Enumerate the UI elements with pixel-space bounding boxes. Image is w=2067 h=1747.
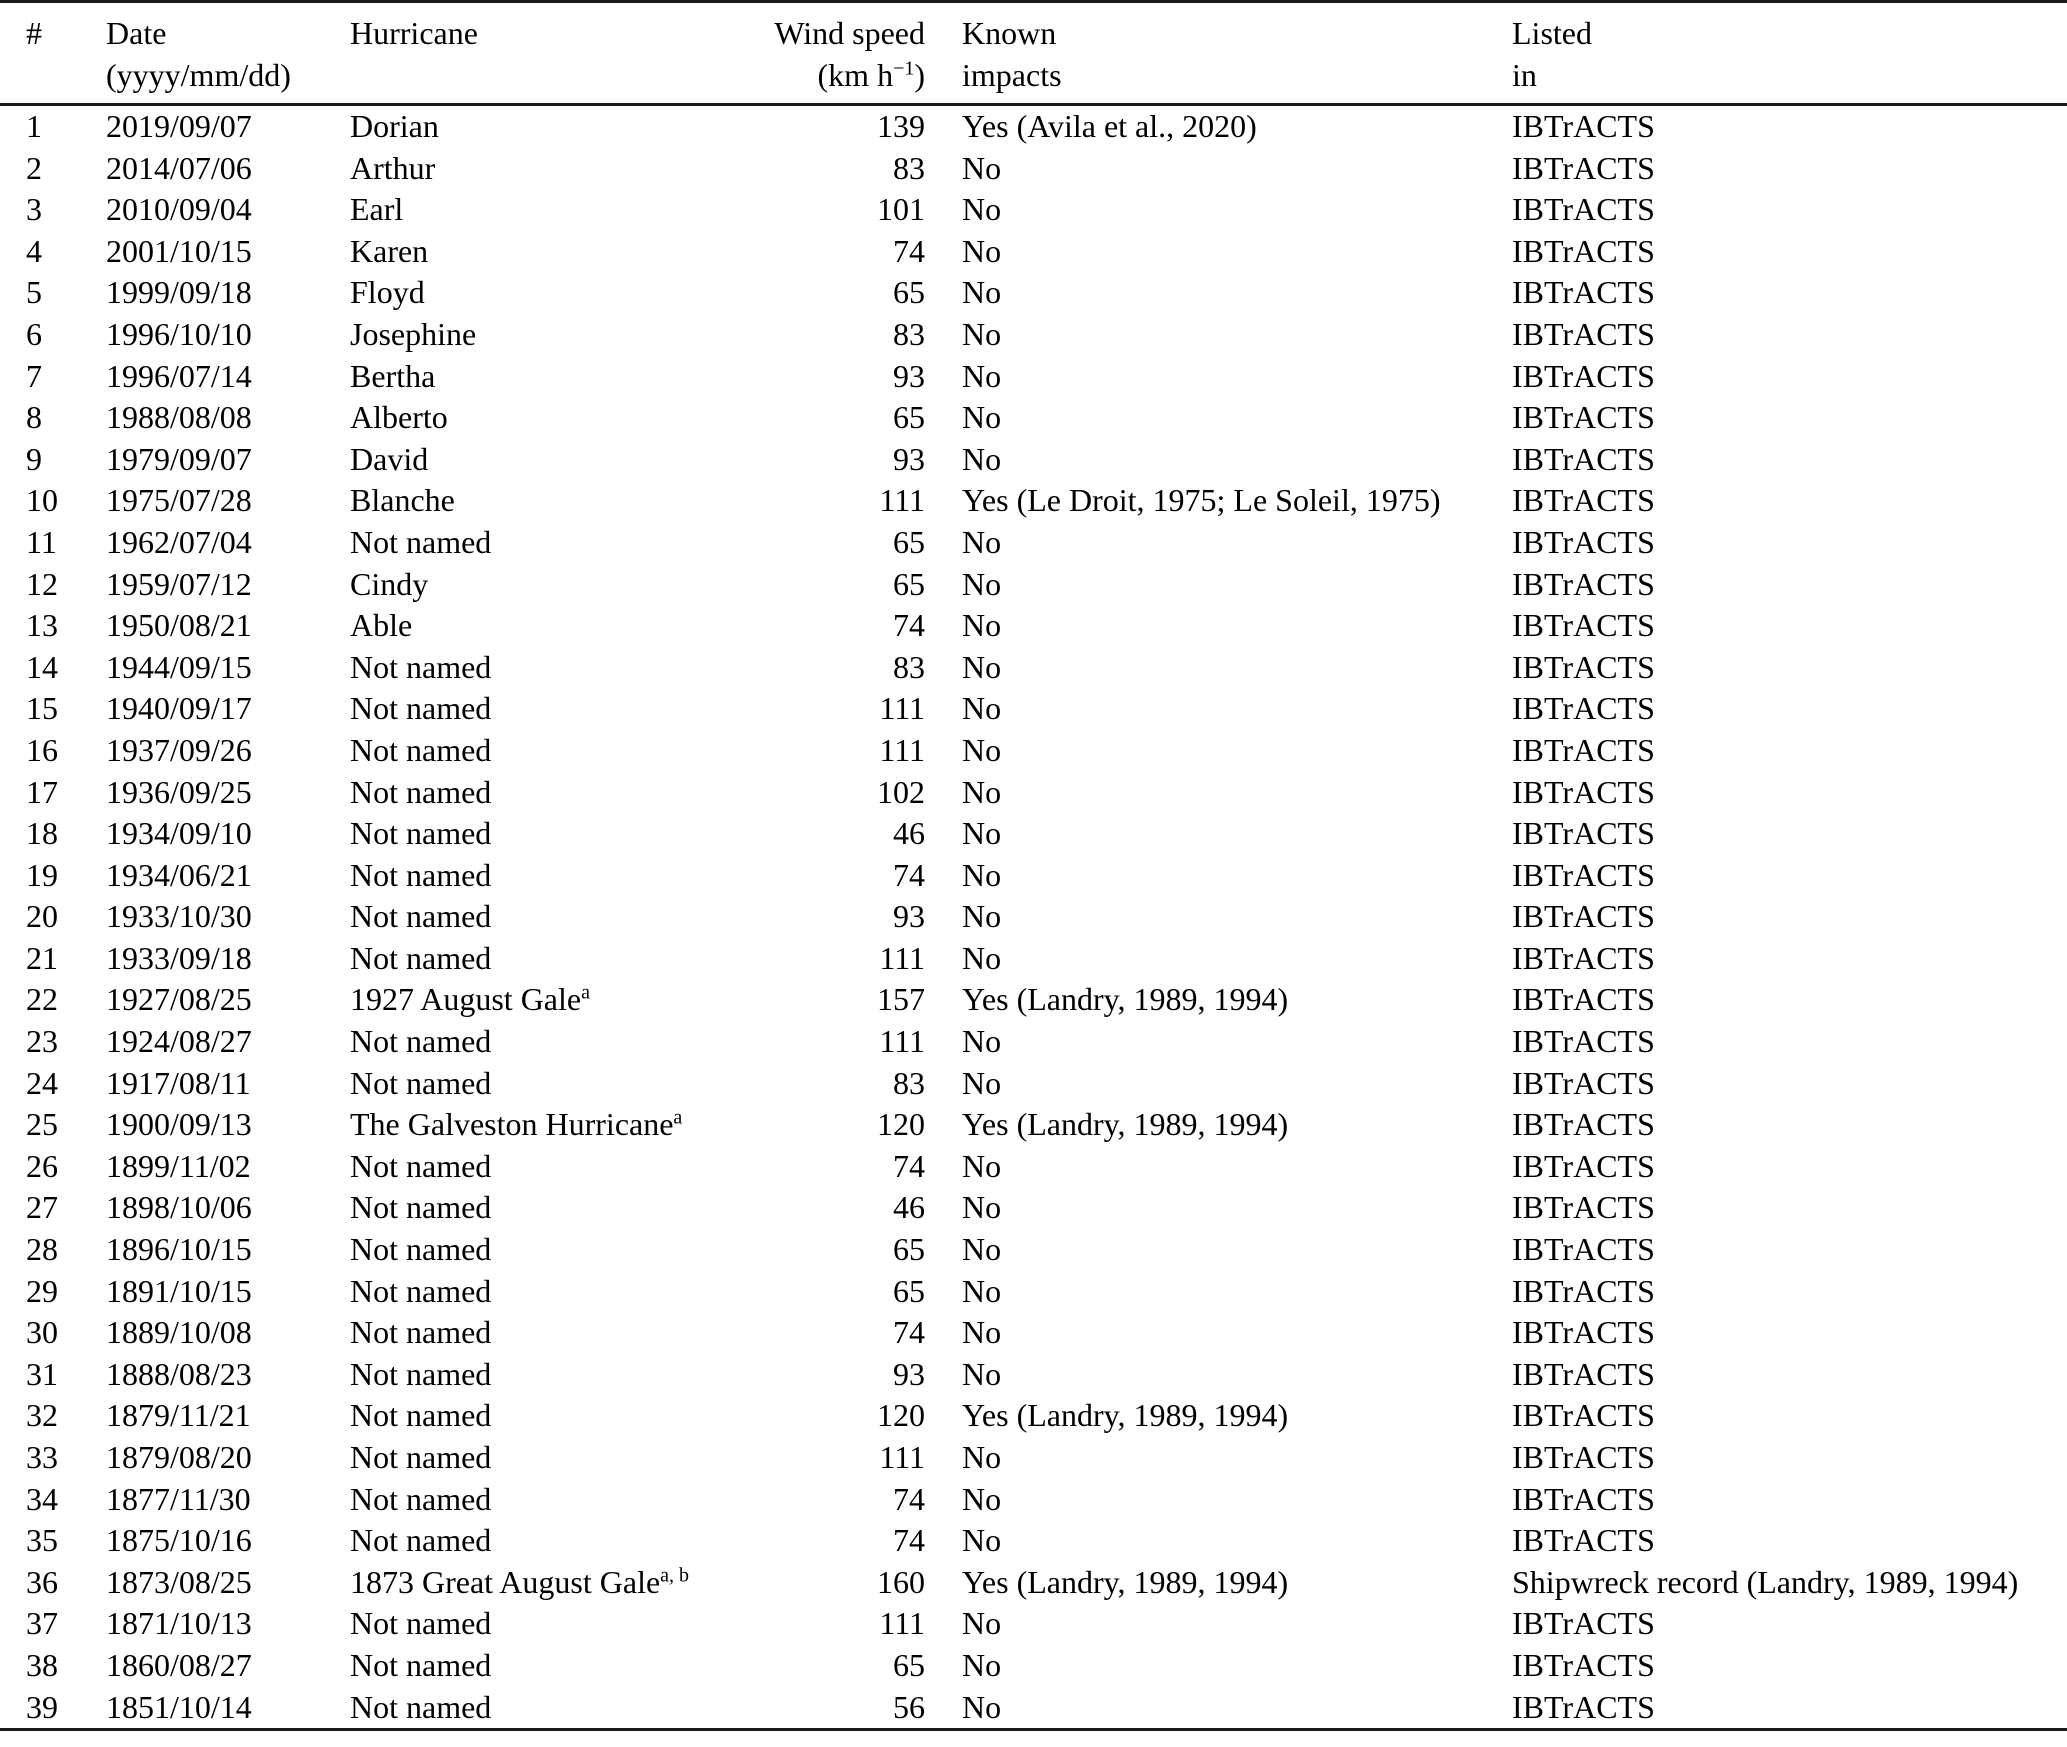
wind-speed-cell: 74: [893, 1480, 925, 1517]
table-row: [0, 480, 2067, 522]
date-cell: 1879/08/20: [106, 1439, 252, 1475]
impacts-cell: No: [962, 648, 1002, 685]
impacts-cell: No: [962, 149, 1002, 186]
row-number: 17: [26, 773, 58, 810]
hurricane-header-label: Hurricane: [350, 15, 478, 51]
table-row: [0, 730, 2067, 772]
table-row: [0, 1146, 2067, 1188]
impacts-cell: Yes (Landry, 1989, 1994): [962, 1563, 1289, 1600]
row-number: 39: [26, 1688, 58, 1725]
date-cell: 1871/10/13: [106, 1605, 252, 1642]
date-cell: 1877/11/30: [106, 1480, 251, 1517]
row-number: 10: [26, 482, 58, 519]
table-row: [0, 813, 2067, 855]
hurricane-cell: Not named: [350, 939, 492, 976]
table-row: [0, 1562, 2067, 1604]
hurricane-cell: Not named: [350, 731, 492, 768]
impacts-header-line1: Known: [962, 15, 1057, 51]
row-number: 24: [26, 1064, 58, 1101]
wind-speed-cell: 111: [879, 939, 925, 976]
impacts-cell: No: [962, 856, 1002, 893]
impacts-cell: Yes (Le Droit, 1975; Le Soleil, 1975): [962, 482, 1441, 519]
row-number: 19: [26, 856, 58, 893]
hurricane-cell: Not named: [350, 1314, 492, 1351]
impacts-cell: No: [962, 731, 1002, 768]
row-number: 26: [26, 1147, 58, 1184]
date-cell: 1996/10/10: [106, 315, 252, 352]
table-row: [0, 397, 2067, 439]
date-cell: 1959/07/12: [106, 565, 252, 602]
table-row: [0, 1437, 2067, 1479]
number-header-label: #: [26, 15, 42, 51]
row-number: 22: [26, 981, 58, 1018]
footnote-marker: a, b: [660, 1564, 690, 1587]
impacts-cell: No: [962, 232, 1002, 269]
impacts-cell: No: [962, 607, 1002, 644]
wind-speed-cell: 93: [893, 1355, 925, 1392]
wind-speed-cell: 83: [893, 1064, 925, 1101]
table-row: [0, 1354, 2067, 1396]
hurricane-cell: Earl: [350, 191, 404, 228]
wind-header-line1: Wind speed: [774, 15, 925, 51]
impacts-cell: No: [962, 1605, 1002, 1642]
row-number: 35: [26, 1522, 58, 1559]
listed-in-cell: IBTrACTS: [1512, 1023, 1655, 1060]
table-row: [0, 1520, 2067, 1562]
impacts-cell: No: [962, 1480, 1002, 1517]
wind-speed-cell: 83: [893, 315, 925, 352]
hurricane-cell: Not named: [350, 1064, 492, 1101]
date-cell: 2014/07/06: [106, 149, 252, 186]
row-number: 13: [26, 607, 58, 644]
date-header-line2: (yyyy/mm/dd): [106, 57, 291, 93]
date-cell: 1851/10/14: [106, 1688, 252, 1725]
wind-speed-cell: 111: [879, 690, 925, 727]
hurricane-cell: Not named: [350, 898, 492, 935]
wind-speed-cell: 46: [893, 815, 925, 852]
impacts-cell: No: [962, 1064, 1002, 1101]
wind-speed-cell: 102: [877, 773, 925, 810]
date-cell: 1896/10/15: [106, 1231, 252, 1268]
hurricane-cell: Not named: [350, 523, 492, 560]
table-row: [0, 1312, 2067, 1354]
hurricane-cell: Josephine: [350, 315, 477, 352]
hurricane-cell: Not named: [350, 1023, 492, 1060]
row-number: 8: [26, 399, 42, 436]
listed-in-cell: IBTrACTS: [1512, 274, 1655, 311]
date-cell: 1933/09/18: [106, 939, 252, 976]
table-row: [0, 105, 2067, 148]
date-cell: 1975/07/28: [106, 482, 252, 519]
impacts-cell: No: [962, 815, 1002, 852]
impacts-cell: No: [962, 357, 1002, 394]
listed-in-cell: IBTrACTS: [1512, 399, 1655, 436]
table-row: [0, 896, 2067, 938]
hurricane-cell: Not named: [350, 773, 492, 810]
impacts-cell: No: [962, 1646, 1002, 1683]
impacts-cell: Yes (Landry, 1989, 1994): [962, 1106, 1289, 1143]
row-number: 31: [26, 1355, 58, 1392]
row-number: 38: [26, 1646, 58, 1683]
wind-speed-cell: 111: [879, 1023, 925, 1060]
table-row: [0, 522, 2067, 564]
impacts-cell: Yes (Avila et al., 2020): [962, 108, 1257, 144]
hurricane-cell: Floyd: [350, 274, 425, 311]
impacts-cell: No: [962, 274, 1002, 311]
impacts-cell: No: [962, 1231, 1002, 1268]
date-cell: 1924/08/27: [106, 1023, 252, 1060]
date-cell: 2019/09/07: [106, 108, 252, 144]
row-number: 14: [26, 648, 58, 685]
impacts-cell: No: [962, 1688, 1002, 1725]
impacts-cell: No: [962, 1147, 1002, 1184]
wind-speed-cell: 74: [893, 232, 925, 269]
date-cell: 1888/08/23: [106, 1355, 252, 1392]
wind-speed-cell: 65: [893, 523, 925, 560]
wind-speed-cell: 111: [879, 1605, 925, 1642]
row-number: 36: [26, 1563, 58, 1600]
listed-in-cell: IBTrACTS: [1512, 1646, 1655, 1683]
listed-in-cell: IBTrACTS: [1512, 232, 1655, 269]
row-number: 6: [26, 315, 42, 352]
hurricane-cell: Not named: [350, 815, 492, 852]
row-number: 23: [26, 1023, 58, 1060]
table-row: [0, 605, 2067, 647]
wind-speed-cell: 83: [893, 648, 925, 685]
impacts-cell: No: [962, 523, 1002, 560]
row-number: 30: [26, 1314, 58, 1351]
table-row: [0, 231, 2067, 273]
row-number: 28: [26, 1231, 58, 1268]
hurricane-cell: Not named: [350, 856, 492, 893]
row-number: 1: [26, 108, 42, 144]
listed-header-line2: in: [1512, 57, 1537, 93]
wind-speed-cell: 74: [893, 607, 925, 644]
listed-in-cell: IBTrACTS: [1512, 648, 1655, 685]
listed-in-cell: IBTrACTS: [1512, 773, 1655, 810]
listed-in-cell: IBTrACTS: [1512, 1480, 1655, 1517]
date-cell: 1873/08/25: [106, 1563, 252, 1600]
impacts-cell: No: [962, 315, 1002, 352]
date-cell: 1899/11/02: [106, 1147, 251, 1184]
row-number: 2: [26, 149, 42, 186]
row-number: 12: [26, 565, 58, 602]
table-row: [0, 1645, 2067, 1687]
wind-speed-cell: 65: [893, 565, 925, 602]
impacts-cell: Yes (Landry, 1989, 1994): [962, 1397, 1289, 1434]
date-cell: 1934/09/10: [106, 815, 252, 852]
row-number: 25: [26, 1106, 58, 1143]
hurricane-cell: Not named: [350, 1397, 492, 1434]
hurricane-cell: 1927 August Gale$^a$: [350, 981, 590, 1018]
wind-speed-cell: 83: [893, 149, 925, 186]
impacts-header-line2: impacts: [962, 57, 1062, 93]
date-cell: 1917/08/11: [106, 1064, 251, 1101]
date-cell: 1999/09/18: [106, 274, 252, 311]
row-number: 7: [26, 357, 42, 394]
listed-in-cell: IBTrACTS: [1512, 607, 1655, 644]
wind-speed-cell: 65: [893, 274, 925, 311]
wind-speed-cell: 46: [893, 1189, 925, 1226]
row-number: 27: [26, 1189, 58, 1226]
wind-speed-cell: 65: [893, 1646, 925, 1683]
listed-in-cell: IBTrACTS: [1512, 1522, 1655, 1559]
date-cell: 1933/10/30: [106, 898, 252, 935]
impacts-cell: No: [962, 1023, 1002, 1060]
listed-in-cell: IBTrACTS: [1512, 1355, 1655, 1392]
listed-in-cell: IBTrACTS: [1512, 1106, 1655, 1143]
impacts-cell: No: [962, 1314, 1002, 1351]
table-row: [0, 938, 2067, 980]
table-row: [0, 1229, 2067, 1271]
col-header-listed-in: [1490, 2, 2067, 105]
listed-in-cell: Shipwreck record (Landry, 1989, 1994): [1512, 1563, 2019, 1600]
wind-speed-cell: 160: [877, 1563, 925, 1600]
date-cell: 1934/06/21: [106, 856, 252, 893]
col-header-hurricane: [330, 2, 700, 105]
hurricane-cell: Cindy: [350, 565, 429, 602]
hurricane-cell: Not named: [350, 1231, 492, 1268]
wind-speed-cell: 93: [893, 898, 925, 935]
wind-speed-cell: 65: [893, 1272, 925, 1309]
row-number: 11: [26, 523, 57, 560]
date-cell: 1988/08/08: [106, 399, 252, 436]
impacts-cell: No: [962, 1439, 1002, 1475]
listed-in-cell: IBTrACTS: [1512, 939, 1655, 976]
hurricane-cell: Karen: [350, 232, 429, 269]
row-number: 33: [26, 1439, 58, 1475]
table-row: [0, 772, 2067, 814]
date-cell: 1860/08/27: [106, 1646, 252, 1683]
row-number: 3: [26, 191, 42, 228]
row-number: 4: [26, 232, 42, 269]
table-row: [0, 314, 2067, 356]
listed-in-cell: IBTrACTS: [1512, 149, 1655, 186]
table-row: [0, 647, 2067, 689]
listed-in-cell: IBTrACTS: [1512, 856, 1655, 893]
wind-speed-cell: 139: [877, 108, 925, 144]
date-cell: 1996/07/14: [106, 357, 252, 394]
listed-in-cell: IBTrACTS: [1512, 1231, 1655, 1268]
wind-speed-cell: 56: [893, 1688, 925, 1725]
listed-in-cell: IBTrACTS: [1512, 815, 1655, 852]
hurricane-cell: Able: [350, 607, 413, 644]
wind-speed-cell: 111: [879, 482, 925, 519]
hurricane-cell: Not named: [350, 1646, 492, 1683]
listed-in-cell: IBTrACTS: [1512, 315, 1655, 352]
listed-in-cell: IBTrACTS: [1512, 440, 1655, 477]
impacts-cell: No: [962, 690, 1002, 727]
hurricane-cell: Not named: [350, 1439, 492, 1475]
hurricane-cell: David: [350, 440, 429, 477]
date-cell: 1927/08/25: [106, 981, 252, 1018]
impacts-cell: No: [962, 939, 1002, 976]
date-cell: 1937/09/26: [106, 731, 252, 768]
table-row: [0, 1104, 2067, 1146]
listed-in-cell: IBTrACTS: [1512, 357, 1655, 394]
date-cell: 1891/10/15: [106, 1272, 252, 1309]
listed-in-cell: IBTrACTS: [1512, 690, 1655, 727]
table-row: [0, 1063, 2067, 1105]
listed-in-cell: IBTrACTS: [1512, 1439, 1655, 1475]
hurricane-cell: Not named: [350, 1480, 492, 1517]
listed-in-cell: IBTrACTS: [1512, 1688, 1655, 1725]
listed-in-cell: IBTrACTS: [1512, 1314, 1655, 1351]
date-cell: 1962/07/04: [106, 523, 252, 560]
hurricane-cell: Not named: [350, 1272, 492, 1309]
wind-speed-cell: 93: [893, 440, 925, 477]
wind-speed-cell: 74: [893, 1522, 925, 1559]
date-cell: 2001/10/15: [106, 232, 252, 269]
hurricane-cell: Arthur: [350, 149, 436, 186]
row-number: 16: [26, 731, 58, 768]
hurricane-cell: Bertha: [350, 357, 436, 394]
wind-speed-cell: 120: [877, 1397, 925, 1434]
row-number: 34: [26, 1480, 58, 1517]
date-cell: 1879/11/21: [106, 1397, 251, 1434]
wind-speed-cell: 157: [877, 981, 925, 1018]
listed-in-cell: IBTrACTS: [1512, 1147, 1655, 1184]
wind-speed-cell: 74: [893, 856, 925, 893]
listed-in-cell: IBTrACTS: [1512, 1272, 1655, 1309]
date-cell: 1979/09/07: [106, 440, 252, 477]
table-body: [0, 105, 2067, 1730]
hurricane-cell: Not named: [350, 1522, 492, 1559]
hurricane-cell: Not named: [350, 1688, 492, 1725]
row-number: 5: [26, 274, 42, 311]
listed-in-cell: IBTrACTS: [1512, 482, 1655, 519]
impacts-cell: No: [962, 1355, 1002, 1392]
impacts-cell: No: [962, 1189, 1002, 1226]
table-row: [0, 1187, 2067, 1229]
impacts-cell: No: [962, 1272, 1002, 1309]
listed-in-cell: IBTrACTS: [1512, 1605, 1655, 1642]
hurricane-cell: Not named: [350, 1147, 492, 1184]
hurricane-cell: Dorian: [350, 108, 439, 144]
listed-in-cell: IBTrACTS: [1512, 1189, 1655, 1226]
impacts-cell: No: [962, 898, 1002, 935]
table-row: [0, 1395, 2067, 1437]
table-row: [0, 855, 2067, 897]
wind-speed-cell: 74: [893, 1147, 925, 1184]
date-cell: 1898/10/06: [106, 1189, 252, 1226]
table-row: [0, 1271, 2067, 1313]
date-cell: 1944/09/15: [106, 648, 252, 685]
listed-in-cell: IBTrACTS: [1512, 191, 1655, 228]
hurricane-cell: Alberto: [350, 399, 448, 436]
hurricane-cell: 1873 Great August Gale$^{a, b}$: [350, 1563, 690, 1600]
wind-speed-cell: 74: [893, 1314, 925, 1351]
impacts-cell: No: [962, 773, 1002, 810]
row-number: 32: [26, 1397, 58, 1434]
listed-in-cell: IBTrACTS: [1512, 981, 1655, 1018]
impacts-cell: Yes (Landry, 1989, 1994): [962, 981, 1289, 1018]
wind-speed-cell: 93: [893, 357, 925, 394]
hurricane-cell: Blanche: [350, 482, 455, 519]
wind-speed-cell: 65: [893, 1231, 925, 1268]
wind-speed-cell: 101: [877, 191, 925, 228]
impacts-cell: No: [962, 565, 1002, 602]
listed-in-cell: IBTrACTS: [1512, 565, 1655, 602]
row-number: 15: [26, 690, 58, 727]
listed-header-line1: Listed: [1512, 15, 1592, 51]
col-header-known-impacts: [930, 2, 1490, 105]
impacts-cell: No: [962, 191, 1002, 228]
date-cell: 1900/09/13: [106, 1106, 252, 1143]
table-row: [0, 688, 2067, 730]
impacts-cell: No: [962, 399, 1002, 436]
date-cell: 2010/09/04: [106, 191, 252, 228]
listed-in-cell: IBTrACTS: [1512, 898, 1655, 935]
table-row: [0, 1603, 2067, 1645]
row-number: 29: [26, 1272, 58, 1309]
hurricane-cell: Not named: [350, 1189, 492, 1226]
date-header-line1: Date: [106, 15, 167, 51]
row-number: 37: [26, 1605, 58, 1642]
date-cell: 1950/08/21: [106, 607, 252, 644]
hurricane-cell: Not named: [350, 1355, 492, 1392]
header-row: [0, 2, 2067, 105]
wind-speed-cell: 111: [879, 731, 925, 768]
footnote-marker: a: [581, 981, 590, 1004]
date-cell: 1940/09/17: [106, 690, 252, 727]
table-row: [0, 1479, 2067, 1521]
hurricane-cell: The Galveston Hurricane$^a$: [350, 1106, 683, 1143]
table-row: [0, 148, 2067, 190]
table-row: [0, 1687, 2067, 1730]
hurricane-cell: Not named: [350, 648, 492, 685]
col-header-date: [80, 2, 330, 105]
impacts-cell: No: [962, 440, 1002, 477]
table-row: [0, 189, 2067, 231]
col-header-number: [0, 2, 80, 105]
footnote-marker: a: [673, 1106, 683, 1129]
table-row: [0, 272, 2067, 314]
wind-speed-cell: 111: [879, 1439, 925, 1475]
superscript-minus-one: −1: [893, 57, 915, 80]
listed-in-cell: IBTrACTS: [1512, 108, 1655, 144]
row-number: 21: [26, 939, 58, 976]
col-header-wind-speed: [700, 2, 930, 105]
table-row: [0, 439, 2067, 481]
row-number: 9: [26, 440, 42, 477]
hurricane-cell: Not named: [350, 690, 492, 727]
date-cell: 1875/10/16: [106, 1522, 252, 1559]
table-row: [0, 1021, 2067, 1063]
date-cell: 1936/09/25: [106, 773, 252, 810]
hurricane-cell: Not named: [350, 1605, 492, 1642]
date-cell: 1889/10/08: [106, 1314, 252, 1351]
row-number: 18: [26, 815, 58, 852]
listed-in-cell: IBTrACTS: [1512, 731, 1655, 768]
table-row: [0, 979, 2067, 1021]
impacts-cell: No: [962, 1522, 1002, 1559]
listed-in-cell: IBTrACTS: [1512, 1064, 1655, 1101]
table-row: [0, 564, 2067, 606]
table-row: [0, 356, 2067, 398]
wind-speed-cell: 120: [877, 1106, 925, 1143]
wind-speed-cell: 65: [893, 399, 925, 436]
row-number: 20: [26, 898, 58, 935]
wind-header-unit: (km $h^{-1}$): [817, 57, 925, 93]
listed-in-cell: IBTrACTS: [1512, 1397, 1655, 1434]
listed-in-cell: IBTrACTS: [1512, 523, 1655, 560]
